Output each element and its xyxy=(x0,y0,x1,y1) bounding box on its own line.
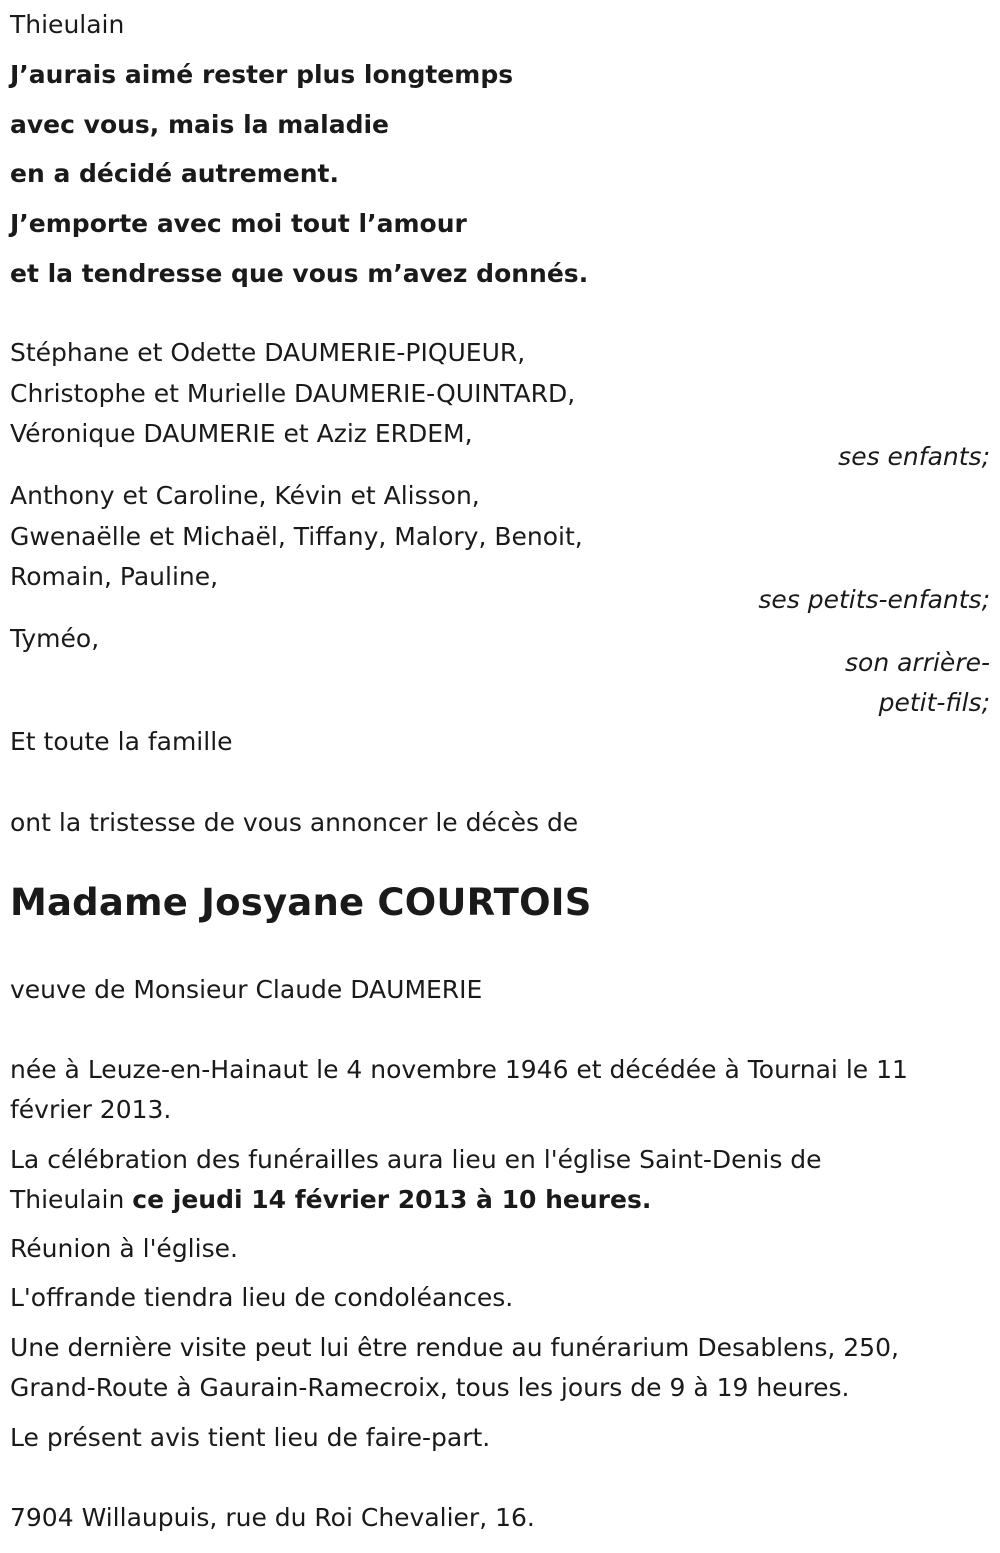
verse-line: J’aurais aimé rester plus longtemps xyxy=(10,60,514,89)
grandchildren-list xyxy=(10,476,583,598)
children-list xyxy=(10,333,575,455)
verse-block xyxy=(10,50,588,298)
all-family: Et toute la famille xyxy=(10,727,233,756)
child-entry: Véronique DAUMERIE et Aziz ERDEM, xyxy=(10,419,473,449)
birth-death: née à Leuze-en-Hainaut le 4 novembre 1946 et décédée à Tournai le 11 février 2013. xyxy=(10,1055,908,1124)
announcement: ont la tristesse de vous annoncer le décès de xyxy=(10,808,579,837)
meeting-info: Réunion à l'église. xyxy=(10,1234,238,1263)
village-name: Thieulain xyxy=(10,10,125,39)
deceased-name: Madame Josyane COURTOIS xyxy=(10,881,592,924)
offering-info: L'offrande tiendra lieu de condoléances. xyxy=(10,1283,514,1312)
child-entry: Stéphane et Odette DAUMERIE-PIQUEUR, xyxy=(10,338,526,367)
visit-info: Une dernière visite peut lui être rendue au funérarium Desablens, 250, Grand-Route à Gaurain-Ramecroix, tous les jours de 9 à 19 heures. xyxy=(10,1333,899,1402)
greatgrandchildren-label: son arrière- petit-fils; xyxy=(845,648,990,717)
grandchild-entry: Gwenaëlle et Michaël, Tiffany, Malory, Benoit, xyxy=(10,521,583,551)
grandchildren-label: ses petits-enfants; xyxy=(758,585,990,614)
grandchild-entry: Anthony et Caroline, Kévin et Alisson, xyxy=(10,481,480,510)
address: 7904 Willaupuis, rue du Roi Chevalier, 16. xyxy=(10,1503,535,1532)
notice: Le présent avis tient lieu de faire-part. xyxy=(10,1423,491,1452)
children-label: ses enfants; xyxy=(838,442,990,471)
child-entry: Christophe et Murielle DAUMERIE-QUINTARD, xyxy=(10,378,576,408)
village-header xyxy=(10,5,124,45)
verse-line: J’emporte avec moi tout l’amour xyxy=(10,209,467,239)
ceremony-date: ce jeudi 14 février 2013 à 10 heures. xyxy=(132,1185,652,1214)
grandchild-entry: Romain, Pauline, xyxy=(10,562,219,592)
verse-line: et la tendresse que vous m’avez donnés. xyxy=(10,258,589,288)
greatgrandchildren-list xyxy=(10,619,99,660)
widow-of: veuve de Monsieur Claude DAUMERIE xyxy=(10,975,483,1004)
verse-line: avec vous, mais la maladie xyxy=(10,109,389,139)
ceremony-date-line: Thieulain ce jeudi 14 février 2013 à 10 heures. xyxy=(10,1185,652,1214)
verse-line: en a décidé autrement. xyxy=(10,159,339,189)
greatgrandchild-entry: Tyméo, xyxy=(10,624,100,653)
ceremony-info: La célébration des funérailles aura lieu en l'église Saint-Denis de Thieulain ce jeudi 14 février 2013 à 10 heures. xyxy=(10,1140,822,1220)
